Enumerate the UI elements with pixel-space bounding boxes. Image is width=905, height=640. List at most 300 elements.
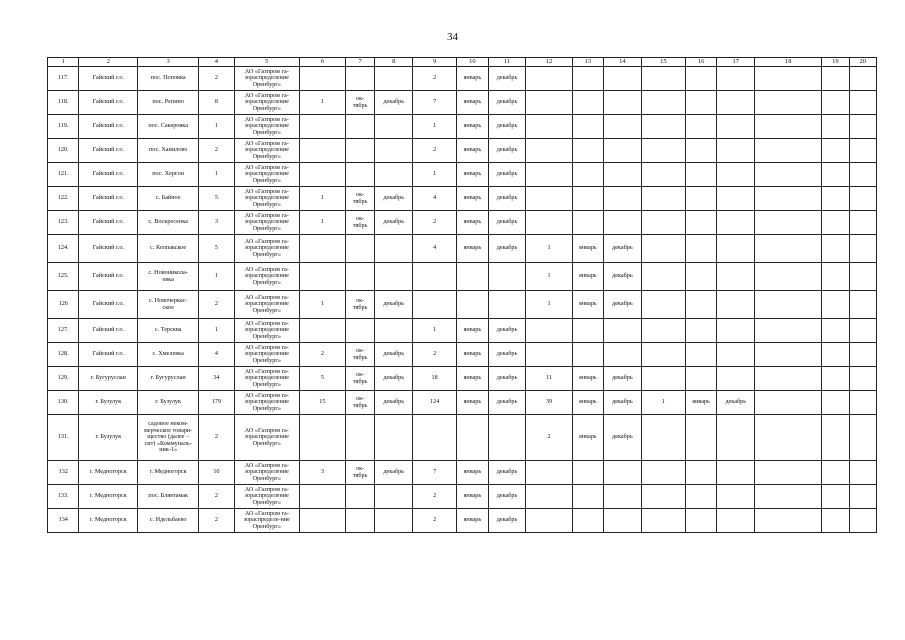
cell-col-3: г. Медногорск <box>138 461 199 485</box>
cell-col-4: 5 <box>199 187 235 211</box>
cell-col-17 <box>717 163 755 187</box>
cell-col-2: Гайский г.о. <box>79 139 138 163</box>
cell-col-1: 123. <box>48 211 79 235</box>
cell-col-2: г. Медногорск <box>79 485 138 509</box>
cell-col-20 <box>849 211 876 235</box>
cell-col-17 <box>717 367 755 391</box>
table-row <box>48 91 877 115</box>
table-row <box>48 343 877 367</box>
cell-col-18 <box>755 115 822 139</box>
cell-col-14 <box>604 139 642 163</box>
cell-col-20 <box>849 461 876 485</box>
cell-col-16 <box>685 485 716 509</box>
cell-col-2: Гайский г.о. <box>79 291 138 319</box>
cell-col-4: 2 <box>199 67 235 91</box>
cell-col-6 <box>299 235 345 263</box>
cell-col-11: декабрь <box>488 235 526 263</box>
cell-col-11: декабрь <box>488 367 526 391</box>
cell-col-1: 133. <box>48 485 79 509</box>
cell-col-19 <box>822 391 849 415</box>
cell-col-10: январь <box>457 235 488 263</box>
cell-col-1: 121. <box>48 163 79 187</box>
cell-col-8 <box>375 139 413 163</box>
page-number: 34 <box>447 31 458 43</box>
cell-col-14 <box>604 485 642 509</box>
cell-col-19 <box>822 187 849 211</box>
cell-col-1: 129. <box>48 367 79 391</box>
cell-col-7: ок- тябрь <box>345 291 374 319</box>
cell-col-10: январь <box>457 367 488 391</box>
cell-col-7: ок- тябрь <box>345 391 374 415</box>
cell-col-3: с. Новочеркас- ское <box>138 291 199 319</box>
cell-col-8: декабрь <box>375 343 413 367</box>
cell-col-19 <box>822 509 849 533</box>
cell-col-8 <box>375 263 413 291</box>
cell-col-7 <box>345 115 374 139</box>
cell-col-20 <box>849 509 876 533</box>
cell-col-9: 124 <box>413 391 457 415</box>
cell-col-7: ок- тябрь <box>345 461 374 485</box>
column-header-17: 17 <box>717 58 755 67</box>
cell-col-4: 2 <box>199 485 235 509</box>
cell-col-12: 1 <box>526 263 572 291</box>
cell-col-18 <box>755 187 822 211</box>
cell-col-18 <box>755 391 822 415</box>
cell-col-12: 1 <box>526 235 572 263</box>
cell-col-13 <box>572 67 603 91</box>
table-row <box>48 461 877 485</box>
cell-col-11: декабрь <box>488 91 526 115</box>
cell-col-17 <box>717 211 755 235</box>
table-row <box>48 67 877 91</box>
cell-col-15 <box>641 485 685 509</box>
cell-col-20 <box>849 115 876 139</box>
table-row <box>48 319 877 343</box>
cell-col-15 <box>641 67 685 91</box>
cell-col-6 <box>299 509 345 533</box>
cell-col-2: Гайский г.о. <box>79 187 138 211</box>
cell-col-20 <box>849 187 876 211</box>
cell-col-7 <box>345 235 374 263</box>
cell-col-16 <box>685 139 716 163</box>
cell-col-19 <box>822 367 849 391</box>
cell-col-11 <box>488 291 526 319</box>
cell-col-4: 2 <box>199 291 235 319</box>
cell-col-13 <box>572 461 603 485</box>
cell-col-13: январь <box>572 391 603 415</box>
cell-col-17 <box>717 235 755 263</box>
cell-col-18 <box>755 235 822 263</box>
cell-col-8: декабрь <box>375 91 413 115</box>
cell-col-13 <box>572 163 603 187</box>
cell-col-18 <box>755 163 822 187</box>
column-header-9: 9 <box>413 58 457 67</box>
cell-col-3: с. Хмелевка <box>138 343 199 367</box>
column-header-20: 20 <box>849 58 876 67</box>
cell-col-15 <box>641 263 685 291</box>
cell-col-17 <box>717 319 755 343</box>
cell-col-9: 1 <box>413 319 457 343</box>
cell-col-9: 2 <box>413 509 457 533</box>
cell-col-19 <box>822 415 849 461</box>
cell-col-15 <box>641 139 685 163</box>
cell-col-5: АО «Газпром га- зораспределение Оренбург» <box>234 163 299 187</box>
cell-col-4: 1 <box>199 319 235 343</box>
cell-col-20 <box>849 163 876 187</box>
cell-col-1: 128. <box>48 343 79 367</box>
column-header-2: 2 <box>79 58 138 67</box>
cell-col-13 <box>572 509 603 533</box>
cell-col-13 <box>572 485 603 509</box>
table-row <box>48 235 877 263</box>
cell-col-7 <box>345 485 374 509</box>
cell-col-14 <box>604 509 642 533</box>
table-body <box>48 67 877 533</box>
cell-col-4: 2 <box>199 415 235 461</box>
cell-col-13: январь <box>572 291 603 319</box>
cell-col-15 <box>641 187 685 211</box>
cell-col-15 <box>641 367 685 391</box>
cell-col-4: 5 <box>199 235 235 263</box>
cell-col-13: январь <box>572 235 603 263</box>
table-row <box>48 415 877 461</box>
cell-col-8: декабрь <box>375 291 413 319</box>
cell-col-9: 4 <box>413 235 457 263</box>
cell-col-9: 2 <box>413 67 457 91</box>
cell-col-20 <box>849 319 876 343</box>
cell-col-19 <box>822 461 849 485</box>
cell-col-15 <box>641 163 685 187</box>
cell-col-5: АО «Газпром га- зораспределение Оренбург» <box>234 415 299 461</box>
cell-col-19 <box>822 343 849 367</box>
cell-col-20 <box>849 139 876 163</box>
cell-col-4: 1 <box>199 263 235 291</box>
table-row <box>48 163 877 187</box>
cell-col-10: январь <box>457 343 488 367</box>
cell-col-10: январь <box>457 187 488 211</box>
cell-col-13: январь <box>572 367 603 391</box>
cell-col-5: АО «Газпром га- зораспределение Оренбург» <box>234 319 299 343</box>
cell-col-6: 2 <box>299 343 345 367</box>
cell-col-7: ок- тябрь <box>345 343 374 367</box>
cell-col-3: пос. Репино <box>138 91 199 115</box>
cell-col-8 <box>375 509 413 533</box>
cell-col-11: декабрь <box>488 139 526 163</box>
cell-col-1: 117. <box>48 67 79 91</box>
cell-col-8 <box>375 415 413 461</box>
cell-col-19 <box>822 115 849 139</box>
cell-col-6 <box>299 319 345 343</box>
cell-col-11: декабрь <box>488 319 526 343</box>
cell-col-18 <box>755 367 822 391</box>
cell-col-14 <box>604 187 642 211</box>
cell-col-8 <box>375 163 413 187</box>
cell-col-19 <box>822 485 849 509</box>
cell-col-14: декабрь <box>604 235 642 263</box>
cell-col-11: декабрь <box>488 163 526 187</box>
column-header-5: 5 <box>234 58 299 67</box>
cell-col-20 <box>849 235 876 263</box>
cell-col-6 <box>299 263 345 291</box>
cell-col-6 <box>299 67 345 91</box>
cell-col-20 <box>849 343 876 367</box>
table-row <box>48 485 877 509</box>
cell-col-20 <box>849 415 876 461</box>
cell-col-15 <box>641 91 685 115</box>
cell-col-14: декабрь <box>604 263 642 291</box>
cell-col-19 <box>822 291 849 319</box>
cell-col-1: 132 <box>48 461 79 485</box>
cell-col-20 <box>849 67 876 91</box>
cell-col-1: 118. <box>48 91 79 115</box>
cell-col-5: АО «Газпром га- зораспределение Оренбург» <box>234 187 299 211</box>
cell-col-11: декабрь <box>488 187 526 211</box>
cell-col-12 <box>526 67 572 91</box>
cell-col-7 <box>345 139 374 163</box>
cell-col-16 <box>685 343 716 367</box>
cell-col-4: 2 <box>199 139 235 163</box>
gasification-schedule-table <box>47 57 877 533</box>
cell-col-18 <box>755 263 822 291</box>
cell-col-19 <box>822 139 849 163</box>
cell-col-14 <box>604 461 642 485</box>
cell-col-13 <box>572 187 603 211</box>
column-header-14: 14 <box>604 58 642 67</box>
cell-col-3: с. Терсква <box>138 319 199 343</box>
cell-col-8 <box>375 67 413 91</box>
cell-col-18 <box>755 415 822 461</box>
cell-col-11: декабрь <box>488 115 526 139</box>
cell-col-11: декабрь <box>488 509 526 533</box>
column-header-3: 3 <box>138 58 199 67</box>
cell-col-5: АО «Газпром га- зораспределение Оренбург» <box>234 115 299 139</box>
cell-col-9: 2 <box>413 211 457 235</box>
cell-col-15 <box>641 509 685 533</box>
cell-col-14 <box>604 115 642 139</box>
cell-col-10: январь <box>457 319 488 343</box>
cell-col-18 <box>755 319 822 343</box>
cell-col-16 <box>685 115 716 139</box>
cell-col-10: январь <box>457 91 488 115</box>
cell-col-14: декабрь <box>604 391 642 415</box>
cell-col-2: г. Медногорск <box>79 509 138 533</box>
cell-col-1: 127. <box>48 319 79 343</box>
cell-col-17: декабрь <box>717 391 755 415</box>
cell-col-12 <box>526 485 572 509</box>
cell-col-15 <box>641 211 685 235</box>
cell-col-18 <box>755 291 822 319</box>
cell-col-4: 10 <box>199 461 235 485</box>
cell-col-8 <box>375 115 413 139</box>
cell-col-12 <box>526 461 572 485</box>
cell-col-2: Гайский г.о. <box>79 263 138 291</box>
cell-col-19 <box>822 163 849 187</box>
cell-col-13 <box>572 211 603 235</box>
cell-col-5: АО «Газпром га- зораспределение Оренбург» <box>234 67 299 91</box>
cell-col-17 <box>717 415 755 461</box>
cell-col-18 <box>755 461 822 485</box>
cell-col-17 <box>717 115 755 139</box>
cell-col-13 <box>572 91 603 115</box>
cell-col-17 <box>717 291 755 319</box>
cell-col-6 <box>299 415 345 461</box>
cell-col-12 <box>526 139 572 163</box>
cell-col-8 <box>375 485 413 509</box>
cell-col-6 <box>299 115 345 139</box>
cell-col-1: 131. <box>48 415 79 461</box>
cell-col-12 <box>526 163 572 187</box>
cell-col-5: АО «Газпром га- зораспределение Оренбург» <box>234 291 299 319</box>
cell-col-15 <box>641 235 685 263</box>
cell-col-1: 119. <box>48 115 79 139</box>
cell-col-15 <box>641 461 685 485</box>
cell-col-7 <box>345 263 374 291</box>
cell-col-12: 1 <box>526 291 572 319</box>
cell-col-18 <box>755 509 822 533</box>
cell-col-3: садовое неком- мерческое товари- щество (далее – сит) «Коммуналь- ник-1» <box>138 415 199 461</box>
cell-col-5: АО «Газпром га- зораспределение Оренбург» <box>234 235 299 263</box>
cell-col-3: с. Новоникола- евка <box>138 263 199 291</box>
column-header-11: 11 <box>488 58 526 67</box>
cell-col-12: 2 <box>526 415 572 461</box>
cell-col-5: АО «Газпром га- зораспределение Оренбург» <box>234 263 299 291</box>
cell-col-17 <box>717 263 755 291</box>
cell-col-1: 122. <box>48 187 79 211</box>
column-header-15: 15 <box>641 58 685 67</box>
cell-col-2: г. Бузулук <box>79 415 138 461</box>
table-row <box>48 139 877 163</box>
table-row <box>48 291 877 319</box>
cell-col-1: 125. <box>48 263 79 291</box>
cell-col-12 <box>526 211 572 235</box>
cell-col-6 <box>299 139 345 163</box>
cell-col-1: 124. <box>48 235 79 263</box>
cell-col-13 <box>572 139 603 163</box>
cell-col-11 <box>488 263 526 291</box>
cell-col-17 <box>717 139 755 163</box>
cell-col-5: АО «Газпром га- зораспределение Оренбург» <box>234 391 299 415</box>
cell-col-12 <box>526 115 572 139</box>
header-row <box>48 58 877 67</box>
cell-col-9: 4 <box>413 187 457 211</box>
cell-col-10 <box>457 415 488 461</box>
cell-col-15 <box>641 115 685 139</box>
cell-col-14 <box>604 319 642 343</box>
cell-col-2: г. Бугуруслан <box>79 367 138 391</box>
cell-col-18 <box>755 91 822 115</box>
cell-col-1: 134 <box>48 509 79 533</box>
cell-col-16: январь <box>685 391 716 415</box>
cell-col-11: декабрь <box>488 485 526 509</box>
cell-col-6 <box>299 163 345 187</box>
cell-col-10: январь <box>457 485 488 509</box>
cell-col-20 <box>849 391 876 415</box>
cell-col-16 <box>685 291 716 319</box>
cell-col-16 <box>685 91 716 115</box>
column-header-12: 12 <box>526 58 572 67</box>
cell-col-15 <box>641 319 685 343</box>
cell-col-14 <box>604 343 642 367</box>
cell-col-10: январь <box>457 67 488 91</box>
cell-col-12 <box>526 343 572 367</box>
cell-col-9: 2 <box>413 139 457 163</box>
cell-col-15: 1 <box>641 391 685 415</box>
cell-col-12 <box>526 509 572 533</box>
cell-col-5: АО «Газпром га- зораспределе-ние Оренбург» <box>234 509 299 533</box>
cell-col-16 <box>685 319 716 343</box>
cell-col-1: 120. <box>48 139 79 163</box>
cell-col-10: январь <box>457 509 488 533</box>
cell-col-4: 179 <box>199 391 235 415</box>
table-row <box>48 187 877 211</box>
cell-col-14: декабрь <box>604 367 642 391</box>
column-header-6: 6 <box>299 58 345 67</box>
cell-col-10: январь <box>457 139 488 163</box>
cell-col-5: АО «Газпром га- зораспределение Оренбург» <box>234 485 299 509</box>
column-header-1: 1 <box>48 58 79 67</box>
cell-col-16 <box>685 187 716 211</box>
cell-col-18 <box>755 67 822 91</box>
cell-col-8: декабрь <box>375 187 413 211</box>
cell-col-8: декабрь <box>375 461 413 485</box>
cell-col-3: с. Воскресенка <box>138 211 199 235</box>
cell-col-1: 126 <box>48 291 79 319</box>
cell-col-3: пос. Блявтамак <box>138 485 199 509</box>
cell-col-4: 2 <box>199 509 235 533</box>
cell-col-18 <box>755 211 822 235</box>
cell-col-8: декабрь <box>375 391 413 415</box>
column-header-18: 18 <box>755 58 822 67</box>
cell-col-11: декабрь <box>488 391 526 415</box>
cell-col-16 <box>685 509 716 533</box>
cell-col-17 <box>717 91 755 115</box>
cell-col-11: декабрь <box>488 343 526 367</box>
column-header-19: 19 <box>822 58 849 67</box>
cell-col-14 <box>604 67 642 91</box>
cell-col-14: декабрь <box>604 291 642 319</box>
cell-col-9 <box>413 291 457 319</box>
cell-col-17 <box>717 485 755 509</box>
cell-col-2: Гайский г.о. <box>79 163 138 187</box>
cell-col-12 <box>526 91 572 115</box>
cell-col-18 <box>755 343 822 367</box>
cell-col-16 <box>685 211 716 235</box>
cell-col-3: пос. Поповка <box>138 67 199 91</box>
cell-col-1: 130. <box>48 391 79 415</box>
cell-col-19 <box>822 211 849 235</box>
table-row <box>48 509 877 533</box>
cell-col-16 <box>685 235 716 263</box>
cell-col-17 <box>717 343 755 367</box>
cell-col-6: 1 <box>299 211 345 235</box>
cell-col-10: январь <box>457 115 488 139</box>
cell-col-10: январь <box>457 211 488 235</box>
cell-col-13 <box>572 343 603 367</box>
cell-col-2: Гайский г.о. <box>79 115 138 139</box>
cell-col-6: 1 <box>299 187 345 211</box>
cell-col-4: 1 <box>199 163 235 187</box>
cell-col-9: 18 <box>413 367 457 391</box>
cell-col-3: г. Бугуруслан <box>138 367 199 391</box>
cell-col-13: январь <box>572 263 603 291</box>
cell-col-4: 1 <box>199 115 235 139</box>
cell-col-17 <box>717 187 755 211</box>
cell-col-2: Гайский г.о. <box>79 67 138 91</box>
cell-col-9: 1 <box>413 163 457 187</box>
cell-col-14 <box>604 211 642 235</box>
cell-col-9: 2 <box>413 343 457 367</box>
cell-col-10: январь <box>457 461 488 485</box>
